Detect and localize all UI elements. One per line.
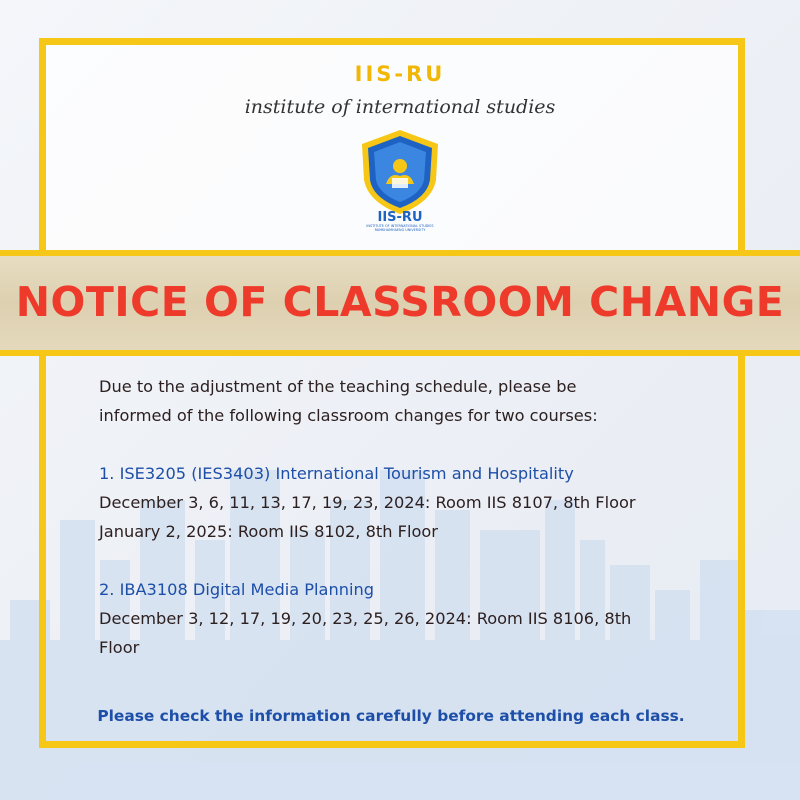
brand-name: IIS-RU — [354, 62, 446, 86]
intro-line-2: informed of the following classroom changes for two courses: — [99, 406, 598, 425]
institute-tagline: institute of international studies — [244, 96, 556, 118]
course-1-title: 1. ISE3205 (IES3403) International Tourism and Hospitality — [99, 464, 574, 483]
notice-title: NOTICE OF CLASSROOM CHANGE — [15, 278, 785, 326]
notice-banner — [0, 250, 800, 356]
footer-note: Please check the information carefully before attending each class. — [97, 707, 685, 725]
logo-subtext-2: RAMKHAMHAENG UNIVERSITY — [374, 228, 426, 232]
course-2-title: 2. IBA3108 Digital Media Planning — [99, 580, 375, 599]
intro-line-1: Due to the adjustment of the teaching schedule, please be — [99, 377, 577, 396]
iis-ru-shield-logo — [350, 128, 450, 232]
logo-subtext-1: INSTITUTE OF INTERNATIONAL STUDIES — [366, 224, 434, 228]
logo-text: IIS-RU — [377, 210, 423, 225]
course-1-schedule-line: January 2, 2025: Room IIS 8102, 8th Floor — [99, 522, 438, 541]
course-2-schedule-line: Floor — [99, 638, 140, 657]
course-1-schedule-line: December 3, 6, 11, 13, 17, 19, 23, 2024: Room IIS 8107, 8th Floor — [99, 493, 636, 512]
course-2-schedule-line: December 3, 12, 17, 19, 20, 23, 25, 26, 2024: Room IIS 8106, 8th — [99, 609, 632, 628]
notice-body — [99, 372, 719, 662]
